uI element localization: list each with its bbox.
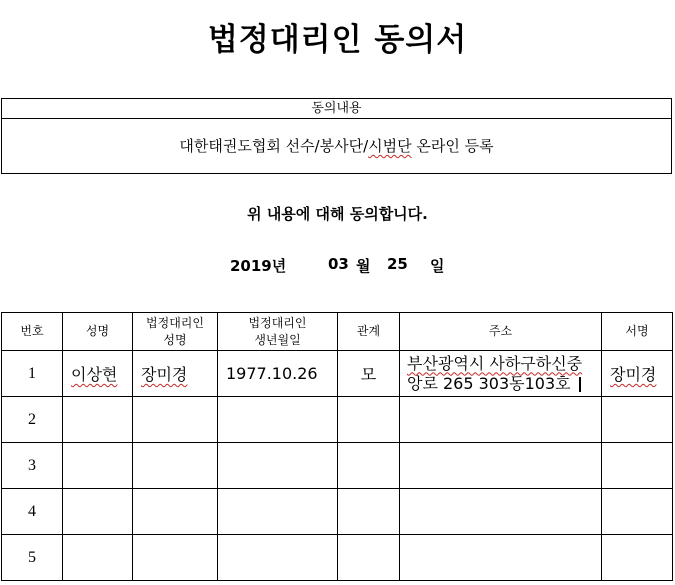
row-signature[interactable]: 장미경 <box>602 351 673 397</box>
row-name[interactable] <box>63 535 133 581</box>
text-cursor <box>579 377 581 392</box>
date-year[interactable]: 2019년 <box>230 257 287 275</box>
row-guardian-birth[interactable] <box>218 397 338 443</box>
address-line-2: 앙로 265 303동103호 <box>407 374 601 394</box>
row-number: 1 <box>2 351 63 397</box>
consent-content-underlined: 시범단 <box>368 137 412 155</box>
row-guardian-birth[interactable] <box>218 443 338 489</box>
row-signature[interactable] <box>602 443 673 489</box>
guardian-table <box>1 312 673 581</box>
row-guardian-name[interactable] <box>133 443 218 489</box>
header-guardian-birth: 법정대리인 생년월일 <box>218 313 338 351</box>
header-guardian-name: 법정대리인 성명 <box>133 313 218 351</box>
header-name: 성명 <box>63 313 133 351</box>
header-signature: 서명 <box>602 313 673 351</box>
row-name[interactable] <box>63 489 133 535</box>
row-name[interactable]: 이상현 <box>63 351 133 397</box>
row-name[interactable] <box>63 397 133 443</box>
date-month[interactable]: 03 <box>328 255 349 273</box>
date-day[interactable]: 25 <box>387 255 408 273</box>
row-signature[interactable] <box>602 489 673 535</box>
row-guardian-birth[interactable]: 1977.10.26 <box>218 351 338 397</box>
row-number: 5 <box>2 535 63 581</box>
row-guardian-name[interactable] <box>133 489 218 535</box>
consent-content-suffix: 온라인 등록 <box>411 137 494 155</box>
row-address[interactable] <box>400 443 602 489</box>
row-relation[interactable]: 모 <box>338 351 400 397</box>
table-row <box>2 397 673 443</box>
header-number: 번호 <box>2 313 63 351</box>
row-guardian-name[interactable] <box>133 535 218 581</box>
row-signature[interactable] <box>602 535 673 581</box>
consent-content[interactable] <box>2 119 671 174</box>
date-day-unit: 일 <box>430 257 445 275</box>
address-line-1: 부산광역시 사하구하신중 <box>407 353 583 373</box>
row-guardian-birth[interactable] <box>218 489 338 535</box>
agreement-statement: 위 내용에 대해 동의합니다. <box>247 205 428 223</box>
table-row <box>2 351 673 397</box>
table-header-row <box>2 313 673 351</box>
table-row <box>2 535 673 581</box>
consent-header: 동의내용 <box>2 99 671 119</box>
row-address[interactable] <box>400 397 602 443</box>
header-address: 주소 <box>400 313 602 351</box>
row-guardian-name[interactable] <box>133 397 218 443</box>
row-relation[interactable] <box>338 535 400 581</box>
table-row <box>2 443 673 489</box>
table-row <box>2 489 673 535</box>
row-relation[interactable] <box>338 397 400 443</box>
row-address[interactable] <box>400 351 602 397</box>
document-title: 법정대리인 동의서 <box>207 22 468 58</box>
row-number: 4 <box>2 489 63 535</box>
date-month-unit: 월 <box>356 257 371 275</box>
header-relation: 관계 <box>338 313 400 351</box>
row-number: 3 <box>2 443 63 489</box>
row-guardian-name[interactable]: 장미경 <box>133 351 218 397</box>
consent-box <box>1 98 672 174</box>
row-signature[interactable] <box>602 397 673 443</box>
row-address[interactable] <box>400 489 602 535</box>
row-relation[interactable] <box>338 489 400 535</box>
row-address[interactable] <box>400 535 602 581</box>
row-guardian-birth[interactable] <box>218 535 338 581</box>
row-relation[interactable] <box>338 443 400 489</box>
consent-content-prefix: 대한태권도협회 선수/봉사단/ <box>179 137 369 155</box>
row-number: 2 <box>2 397 63 443</box>
row-name[interactable] <box>63 443 133 489</box>
